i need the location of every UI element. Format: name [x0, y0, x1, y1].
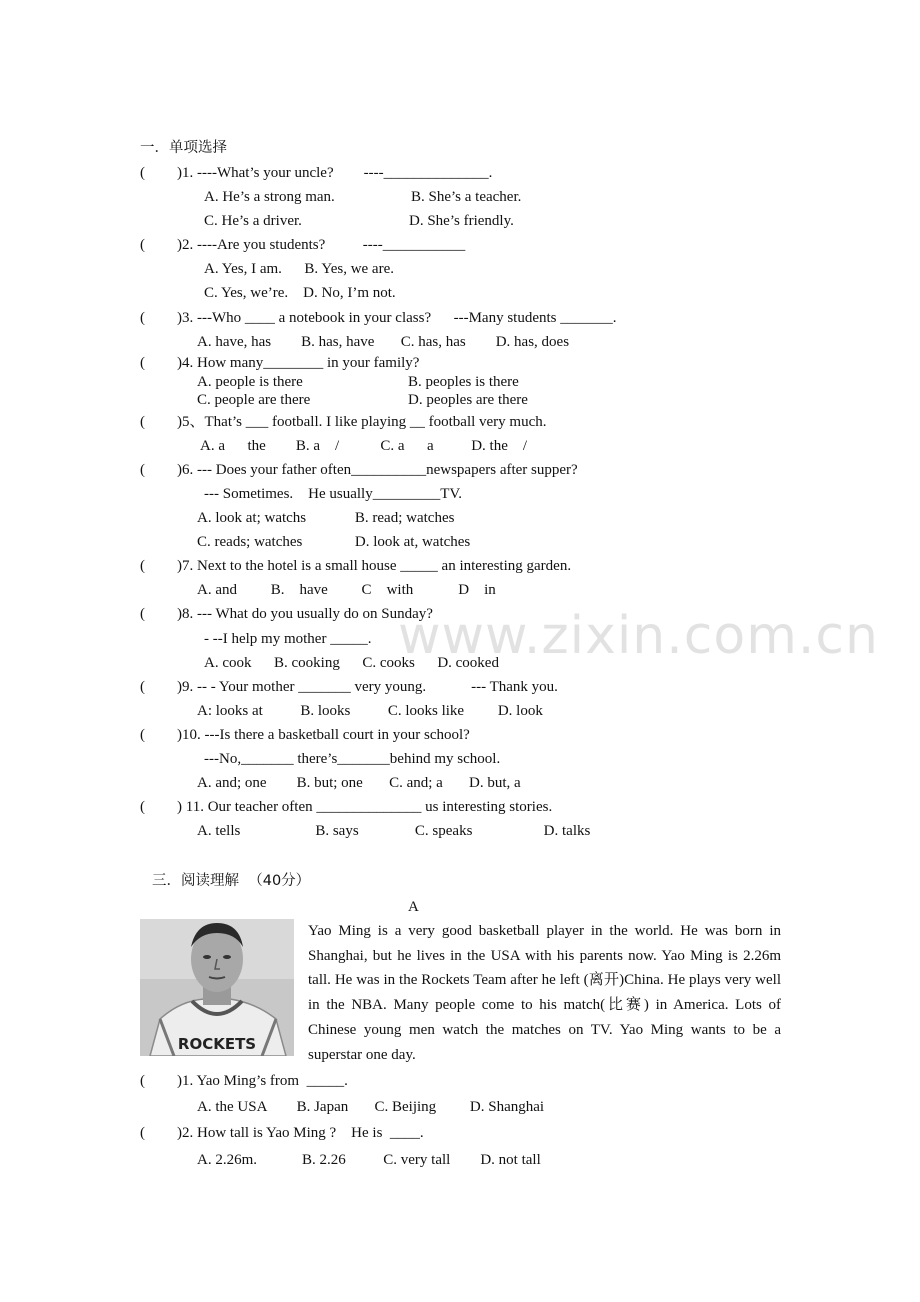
q8-stem: )8. --- What do you usually do on Sunday? [177, 606, 433, 622]
answer-paren: ( [140, 1073, 145, 1089]
r2-options: A. 2.26m. B. 2.26 C. very tall D. not tall [197, 1152, 541, 1168]
passage-text: Yao Ming is a very good basketball player in the world. He was born in Shanghai, but he lives in the USA with his parents now. Yao Ming is 2.26m tall. He was in the Rockets Team after he left (离开)China. He plays very well in the NBA. Many people come to his match(比赛) in America. Lots of Chinese young men watch the matches on TV. Yao Ming wants to be a superstar one day. [308, 923, 781, 1063]
q9-options: A: looks at B. looks C. looks like D. look [197, 703, 543, 719]
yao-ming-photo [140, 919, 294, 1056]
q7-options: A. and B. have C with D in [197, 582, 496, 598]
q1-option-a: A. He’s a strong man. [204, 189, 335, 205]
r2-stem: )2. How tall is Yao Ming ? He is ____. [177, 1125, 424, 1141]
player-photo-illustration [140, 919, 294, 1056]
q2-options-row2: C. Yes, we’re. D. No, I’m not. [204, 285, 396, 301]
q5-stem: )5、That’s ___ football. I like playing __ football very much. [177, 414, 547, 430]
answer-paren: ( [140, 679, 145, 695]
section-3-title: 三．阅读理解 （40分） [152, 873, 311, 889]
r1-options: A. the USA B. Japan C. Beijing D. Shanghai [197, 1099, 545, 1115]
reading-passage [140, 919, 781, 1067]
q4-option-c: C. people are there [197, 392, 311, 408]
answer-paren: ( [140, 606, 145, 622]
answer-paren: ( [140, 799, 145, 815]
answer-paren: ( [140, 237, 145, 253]
q3-stem: )3. ---Who ____ a notebook in your class? ---Many students _______. [177, 310, 617, 326]
q4-option-b: B. peoples is there [408, 374, 519, 390]
q11-stem: ) 11. Our teacher often ______________ us interesting stories. [177, 799, 553, 815]
q10-stem: )10. ---Is there a basketball court in your school? [177, 727, 470, 743]
q4-option-a: A. people is there [197, 374, 303, 390]
q11-options: A. tells B. says C. speaks D. talks [197, 823, 591, 839]
answer-paren: ( [140, 462, 145, 478]
q6-stem-2: --- Sometimes. He usually_________TV. [204, 486, 463, 502]
q4-option-d: D. peoples are there [408, 392, 528, 408]
r1-stem: )1. Yao Ming’s from _____. [177, 1073, 348, 1089]
passage-label: A [408, 899, 419, 915]
q5-options: A. a the B. a / C. a a D. the / [200, 438, 528, 454]
q3-options: A. have, has B. has, have C. has, has D. has, does [197, 334, 570, 350]
answer-paren: ( [140, 165, 145, 181]
q6-stem: )6. --- Does your father often__________newspapers after supper? [177, 462, 578, 478]
q1-option-d: D. She’s friendly. [409, 213, 514, 229]
q1-option-b: B. She’s a teacher. [411, 189, 522, 205]
watermark-text: www.zixin.com.cn [398, 606, 879, 666]
q1-stem: )1. ----What’s your uncle? ----______________. [177, 165, 493, 181]
q8-options: A. cook B. cooking C. cooks D. cooked [204, 655, 499, 671]
jersey-text: ROCKETS [177, 1035, 257, 1053]
answer-paren: ( [140, 310, 145, 326]
q10-options: A. and; one B. but; one C. and; a D. but, a [197, 775, 521, 791]
section-1-title: 一．单项选择 [140, 140, 227, 156]
q6-options-row2: C. reads; watches D. look at, watches [197, 534, 471, 550]
q8-stem-2: - --I help my mother _____. [204, 631, 372, 647]
q2-options-row1: A. Yes, I am. B. Yes, we are. [204, 261, 394, 277]
answer-paren: ( [140, 1125, 145, 1141]
answer-paren: ( [140, 558, 145, 574]
q4-stem: )4. How many________ in your family? [177, 355, 420, 371]
q9-stem: )9. -- - Your mother _______ very young. --- Thank you. [177, 679, 558, 695]
answer-paren: ( [140, 355, 145, 371]
q6-options-row1: A. look at; watchs B. read; watches [197, 510, 455, 526]
q1-option-c: C. He’s a driver. [204, 213, 302, 229]
q2-stem: )2. ----Are you students? ----___________ [177, 237, 466, 253]
answer-paren: ( [140, 414, 145, 430]
answer-paren: ( [140, 727, 145, 743]
q7-stem: )7. Next to the hotel is a small house _____ an interesting garden. [177, 558, 572, 574]
q10-stem-2: ---No,_______ there’s_______behind my school. [204, 751, 501, 767]
